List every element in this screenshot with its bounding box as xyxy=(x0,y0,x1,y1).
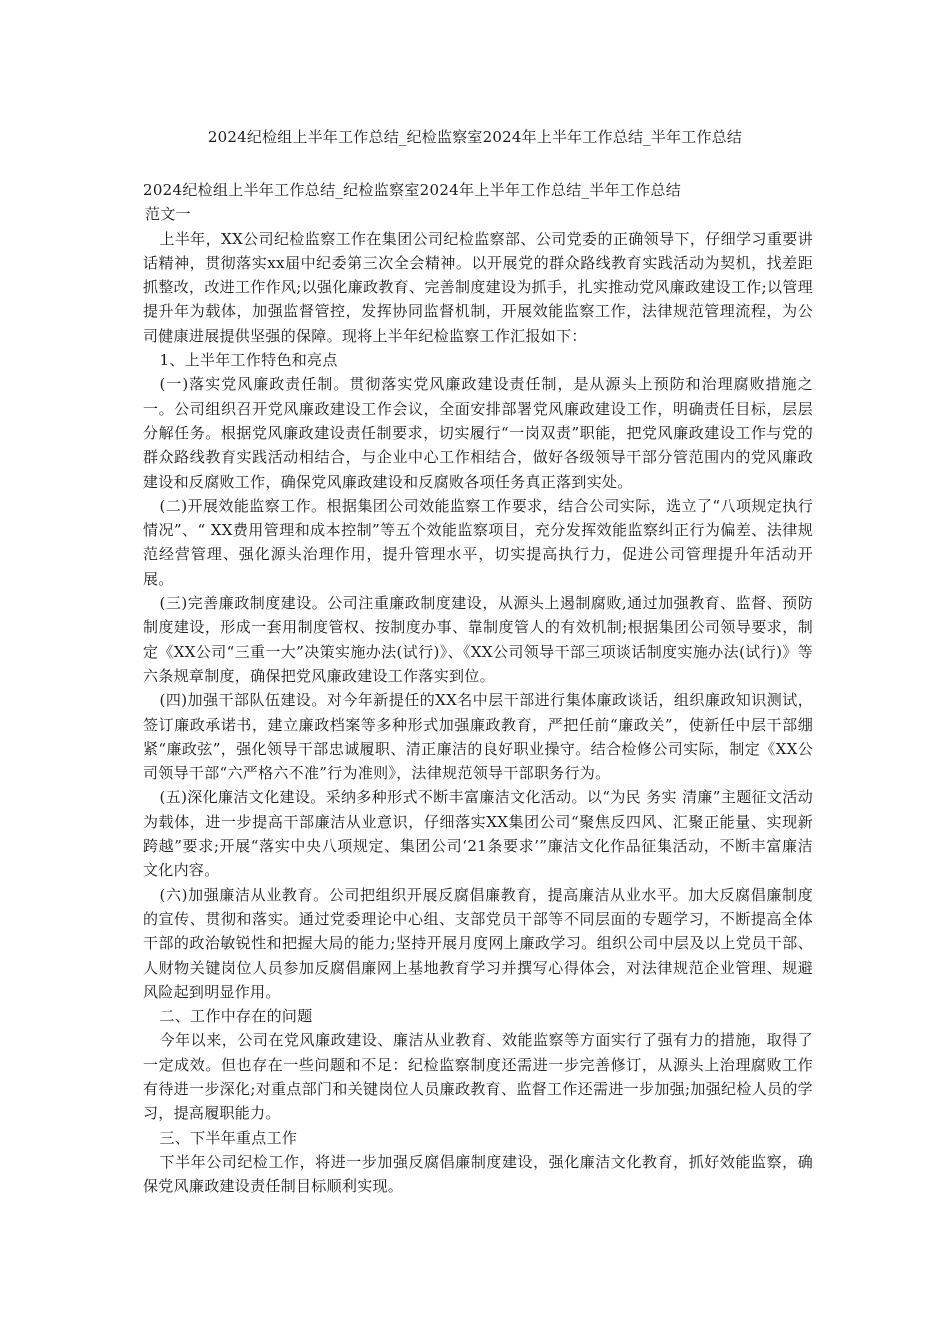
paragraph-intro: 上半年，XX公司纪检监察工作在集团公司纪检监察部、公司党委的正确领导下，仔细学习重要讲话精神，贯彻落实xx届中纪委第三次全会精神。以开展党的群众路线教育实践活动为契机，找差距抓整改，改进工作作风;以强化廉政教育、完善制度建设为抓手，扎实推动党风廉政建设工作;以管理提升年为载体，加强监督管控，发挥协同监督机制，开展效能监察工作，法律规范管理流程，为公司健康进展提供坚强的保障。现将上半年纪检监察工作汇报如下： xyxy=(143,229,813,345)
paragraph-responsibility: (一)落实党风廉政责任制。贯彻落实党风廉政建设责任制，是从源头上预防和治理腐败措施之一。公司组织召开党风廉政建设工作会议，全面安排部署党风廉政建设工作，明确责任目标，层层分解任务。根据党风廉政建设责任制要求，切实履行“一岗双责”职能，把党风廉政建设工作与党的群众路线教育实践活动相结合，与企业中心工作相结合，做好各级领导干部分管范围内的党风廉政建设和反腐败工作，确保党风廉政建设和反腐败各项任务真正落到实处。 xyxy=(143,375,813,491)
paragraph-integrity-education: (六)加强廉洁从业教育。公司把组织开展反腐倡廉教育，提高廉洁从业水平。加大反腐倡廉制度的宣传、贯彻和落实。通过党委理论中心组、支部党员干部等不同层面的专题学习，不断提高全体干部的政治敏锐性和把握大局的能力;坚持开展月度网上廉政学习。组织公司中层及以上党员干部、人财物关键岗位人员参加反腐倡廉网上基地教育学习并撰写心得体会，对法律规范企业管理、规避风险起到明显作用。 xyxy=(143,885,813,1001)
sample-label: 范文一 xyxy=(145,205,191,224)
section-heading-next-half: 三、下半年重点工作 xyxy=(159,1128,298,1147)
section-heading-highlights: 1、上半年工作特色和亮点 xyxy=(159,351,338,370)
document-body xyxy=(143,178,813,1198)
document-subtitle: 2024纪检组上半年工作总结_纪检监察室2024年上半年工作总结_半年工作总结 xyxy=(143,181,682,199)
paragraph-integrity-culture: (五)深化廉洁文化建设。采纳多种形式不断丰富廉洁文化活动。以“为民 务实 清廉”主题征文活动为载体，进一步提高干部廉洁从业意识，仔细落实XX集团公司“聚焦反四风、汇聚正能量、实现新跨越”要求;开展“落实中央八项规定、集团公司‘21条要求’”廉洁文化作品征集活动，不断丰富廉洁文化内容。 xyxy=(143,788,813,880)
paragraph-next-half: 下半年公司纪检工作，将进一步加强反腐倡廉制度建设，强化廉洁文化教育，抓好效能监察，确保党风廉政建设责任制目标顺利实现。 xyxy=(143,1152,813,1196)
document-title: 2024纪检组上半年工作总结_纪检监察室2024年上半年工作总结_半年工作总结 xyxy=(207,128,743,146)
paragraph-cadre-building: (四)加强干部队伍建设。对今年新提任的XX名中层干部进行集体廉政谈话，组织廉政知识测试，签订廉政承诺书，建立廉政档案等多种形式加强廉政教育，严把任前“廉政关”，使新任中层干部绷紧“廉政弦”，强化领导干部忠诚履职、清正廉洁的良好职业操守。结合检修公司实际，制定《XX公司领导干部“六严格六不准”行为准则》，法律规范领导干部职务行为。 xyxy=(143,691,813,783)
section-heading-problems: 二、工作中存在的问题 xyxy=(159,1007,313,1026)
paragraph-efficiency-supervision: (二)开展效能监察工作。根据集团公司效能监察工作要求，结合公司实际，选立了“八项规定执行情况”、“ XX费用管理和成本控制”等五个效能监察项目，充分发挥效能监察纠正行为偏差、法律规范经营管理、强化源头治理作用，提升管理水平，切实提高执行力，促进公司管理提升年活动开展。 xyxy=(143,496,813,588)
paragraph-problems: 今年以来，公司在党风廉政建设、廉洁从业教育、效能监察等方面实行了强有力的措施，取得了一定成效。但也存在一些问题和不足：纪检监察制度还需进一步完善修订，从源头上治理腐败工作有待进一步深化;对重点部门和关键岗位人员廉政教育、监督工作还需进一步加强;加强纪检人员的学习，提高履职能力。 xyxy=(143,1031,813,1123)
paragraph-system-building: (三)完善廉政制度建设。公司注重廉政制度建设，从源头上遏制腐败,通过加强教育、监督、预防制度建设，形成一套用制度管权、按制度办事、靠制度管人的有效机制;根据集团公司领导要求，制定《XX公司“三重一大”决策实施办法(试行)》、《XX公司领导干部三项谈话制度实施办法(试行)》等六条规章制度，确保把党风廉政建设工作落实到位。 xyxy=(143,594,813,685)
